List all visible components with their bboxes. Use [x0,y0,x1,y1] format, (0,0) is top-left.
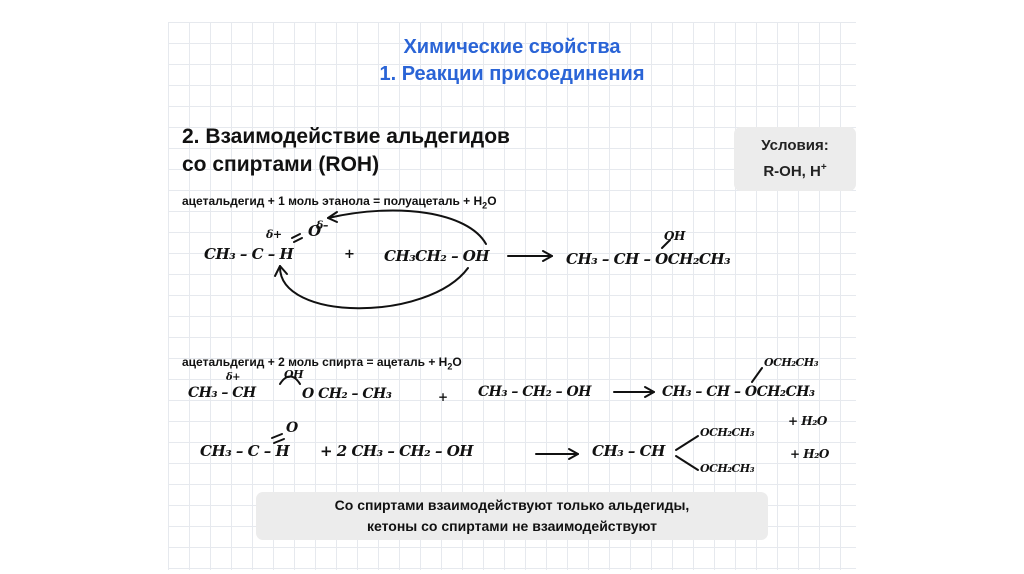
reaction2-line2-rhs: + 2 CH₃ – CH₂ – OH [320,442,473,460]
note-box [256,492,768,540]
reaction1-title-end: O [487,194,497,208]
reaction2-water-top: + H₂O [788,414,827,428]
slide-title-line1: Химические свойства [403,36,621,58]
reaction2-title-end: O [452,355,462,369]
reaction2-title-sub: 2 [447,361,453,372]
reaction1-delta-plus: δ+ [266,228,282,241]
reaction1-double-bond [292,234,302,242]
reaction2-step1-product-bond [752,368,762,382]
reaction2-line2-product: CH₃ – CH [592,442,665,460]
section-heading-line1: 2. Взаимодействие альдегидов [182,125,510,148]
conditions-label: Условия: [761,137,829,154]
reaction2-step1-alcohol: CH₃ – CH₂ – OH [478,384,591,400]
section-heading-line2: со спиртами (ROH) [182,153,380,176]
reaction2-water-bottom: + H₂O [790,447,829,461]
reaction2-line2-oxygen: O [286,420,298,436]
reaction2-step1-reagent: O CH₂ – CH₃ [302,386,392,402]
note-line1: Со спиртами взаимодействуют только альдегиды, [334,497,690,513]
reaction2-step1-oh: OH [284,368,303,381]
reaction1-curved-arrow-top [328,210,486,244]
reaction2-line2-product-top: OCH₂CH₃ [700,426,755,439]
reaction2-step1-curved [280,377,300,385]
reaction2-step1-lhs: CH₃ – CH [188,385,256,401]
reaction1-alcohol: CH₃CH₂ – OH [384,247,490,265]
reaction1-oxygen: O [308,222,321,240]
reaction1-title-sub: 2 [482,200,488,211]
reaction1-product: CH₃ – CH – OCH₂CH₃ [566,250,731,268]
reaction2-step1-plus: + [438,390,448,404]
reaction2-step1-delta: δ+ [226,372,241,383]
reaction1-aldehyde: CH₃ – C – H [204,245,294,263]
conditions-value-main: R-OH, H [763,163,821,180]
reaction1-title-main: ацетальдегид + 1 моль этанола = полуацеталь + H [182,194,483,208]
handwritten-strokes [168,22,856,570]
reaction2-step1-product-top: OCH₂CH₃ [764,356,819,369]
reaction2-line2-bond-bottom [676,456,698,470]
note-line2: кетоны со спиртами не взаимодействуют [367,518,657,534]
reaction1-delta-minus: δ– [316,219,328,232]
reaction1-plus: + [344,247,355,262]
reaction1-product-oh: OH [664,229,685,243]
reaction2-line2-double-bond [272,434,284,443]
reaction2-step1-product: CH₃ – CH – OCH₂CH₃ [662,384,815,400]
reaction2-title-main: ацетальдегид + 2 моль спирта = ацеталь + H [182,355,448,369]
reaction1-product-bond [662,240,670,248]
slide-title-line2: 1. Реакции присоединения [379,63,645,85]
reaction1-curved-arrow-bottom [280,266,468,308]
conditions-value-sup: + [820,162,827,173]
reaction2-line2-lhs: CH₃ – C – H [200,442,290,460]
reaction2-line2-bond-top [676,436,698,450]
reaction2-line2-product-bottom: OCH₂CH₃ [700,462,755,475]
slide [168,22,856,570]
